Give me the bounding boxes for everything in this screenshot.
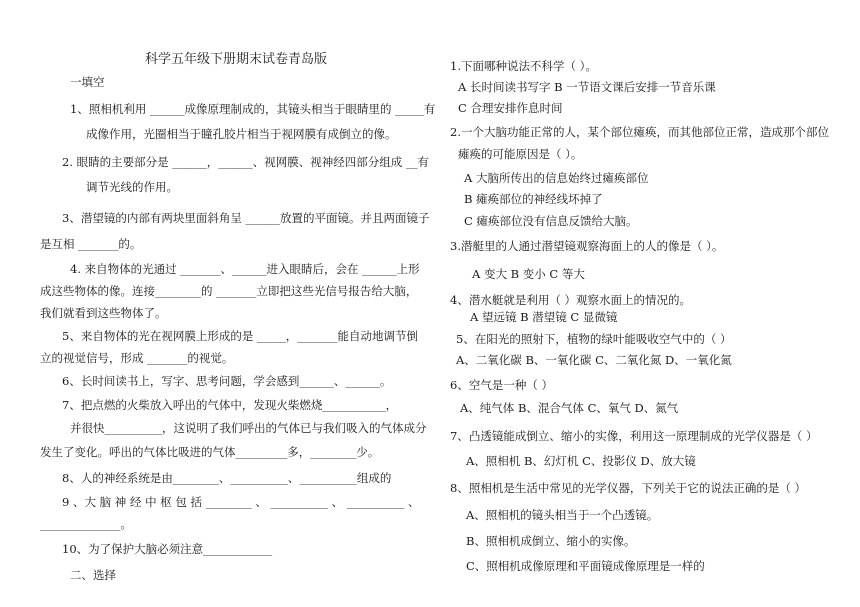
title: 科学五年级下册期末试卷青岛版 xyxy=(145,52,328,67)
question-4-line-1: 4. 来自物体的光通过 _______、______进入眼睛后，会在 ______上形 xyxy=(70,262,420,276)
choice-2-option-a: A 大脑所传出的信息始终过瘫痪部位 xyxy=(464,171,649,185)
question-6: 6、长时间读书上，写字、思考问题，学会感到______、______。 xyxy=(62,374,392,388)
question-7-line-3: 发生了变化。呼出的气体比吸进的气体_________多，________少。 xyxy=(40,445,380,459)
choice-4-stem: 4、潜水艇就是利用（ ）观察水面上的情况的。 xyxy=(450,293,691,307)
choice-6-options: A、纯气体 B、混合气体 C、氧气 D、氮气 xyxy=(460,401,679,415)
question-1-line-2: 成像作用，光圈相当于瞳孔胶片相当于视网膜有成倒立的像。 xyxy=(86,127,397,141)
choice-1-stem: 1.下面哪种说法不科学（ ）。 xyxy=(450,59,597,73)
choice-5-stem: 5、在阳光的照射下，植物的绿叶能吸收空气中的（ ） xyxy=(456,332,732,346)
choice-8-option-c: C、照相机成像原理和平面镜成像原理是一样的 xyxy=(466,559,705,573)
question-5-line-1: 5、来自物体的光在视网膜上形成的是 _____，_______能自动地调节倒 xyxy=(62,329,418,343)
question-8: 8、人的神经系统是由________、__________、__________组成的 xyxy=(62,471,392,485)
question-2-line-1: 2. 眼睛的主要部分是 ______，______、视网膜、视神经四部分组成 __有 xyxy=(62,155,429,169)
right-column xyxy=(440,0,860,607)
question-10: 10、为了保护大脑必须注意____________ xyxy=(62,542,273,556)
choice-7-stem: 7、凸透镜能成倒立、缩小的实像，利用这一原理制成的光学仪器是（ ） xyxy=(450,429,818,443)
choice-8-option-a: A、照相机的镜头相当于一个凸透镜。 xyxy=(466,508,659,522)
section-fill-blank-heading: 一填空 xyxy=(70,75,105,89)
choice-6-stem: 6、空气是一种（ ） xyxy=(450,378,553,392)
question-9-line-1: 9 、大 脑 神 经 中 枢 包 括 ________ 、 __________ 、 __________ 、 xyxy=(62,495,420,509)
choice-2-option-b: B 瘫痪部位的神经线坏掉了 xyxy=(464,192,603,206)
question-4-line-2: 成这些物体的像。连接________的 _______立即把这些光信号报告给大脑， xyxy=(40,284,418,298)
choice-3-stem: 3.潜艇里的人通过潜望镜观察海面上的人的像是（ ）。 xyxy=(450,239,724,253)
choice-7-options: A、照相机 B、幻灯机 C、投影仪 D、放大镜 xyxy=(466,454,696,468)
choice-8-option-b: B、照相机成倒立、缩小的实像。 xyxy=(466,534,636,548)
choice-5-options: A、二氧化碳 B、一氧化碳 C、二氧化氮 D、一氧化氮 xyxy=(456,353,732,367)
choice-2-option-c: C 瘫痪部位没有信息反馈给大脑。 xyxy=(464,214,638,228)
question-7-line-2: 并很快__________，这说明了我们呼出的气体已与我们吸入的气体成分 xyxy=(70,421,427,435)
question-3-line-1: 3、潜望镜的内部有两块里面斜角呈 ______放置的平面镜。并且两面镜子 xyxy=(62,211,430,225)
choice-2-stem-line-1: 2.一个大脑功能正常的人，某个部位瘫痪，而其他部位正常，造成那个部位 xyxy=(450,125,829,139)
choice-1-options-ab: A 长时间读书写字 B 一节语文课后安排一节音乐课 xyxy=(458,80,716,94)
choice-1-option-c: C 合理安排作息时间 xyxy=(458,101,563,115)
choice-8-stem: 8、照相机是生活中常见的光学仪器，下列关于它的说法正确的是（ ） xyxy=(450,481,806,495)
question-2-line-2: 调节光线的作用。 xyxy=(86,180,178,194)
question-4-line-3: 我们就看到这些物体了。 xyxy=(40,306,167,320)
choice-4-options: A 望远镜 B 潜望镜 C 显微镜 xyxy=(470,310,618,324)
question-1-line-1: 1、照相机利用 ______成像原理制成的，其镜头相当于眼睛里的 _____有 xyxy=(70,102,436,116)
question-7-line-1: 7、把点燃的火柴放入呼出的气体中，发现火柴燃烧___________， xyxy=(62,398,398,412)
question-3-line-2: 是互相 _______的。 xyxy=(40,237,142,251)
section-choice-heading: 二、选择 xyxy=(70,568,116,582)
choice-2-stem-line-2: 瘫痪的可能原因是（ ）。 xyxy=(458,147,583,161)
choice-3-options: A 变大 B 变小 C 等大 xyxy=(472,267,585,281)
question-5-line-2: 立的视觉信号，形成 _______的视觉。 xyxy=(40,351,234,365)
question-9-line-2: ______________。 xyxy=(40,517,132,531)
